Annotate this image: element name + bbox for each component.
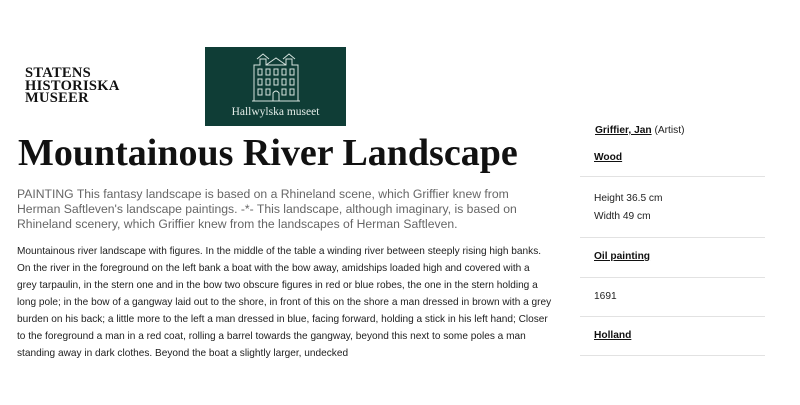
artwork-lead: PAINTING This fantasy landscape is based on a Rhineland scene, which Griffier knew from Herman Saftleven's landscape paintings. -*- This landscape, although imaginary, is based on Rhineland scenery, which Griffier knew from the landscapes of Herman Saftleven. — [17, 187, 517, 231]
year-row — [580, 277, 765, 317]
height-value: Height 36.5 cm — [594, 193, 663, 204]
artist-entry — [595, 125, 684, 136]
artist-link[interactable]: Griffier, Jan — [595, 125, 652, 136]
material-link[interactable]: Wood — [594, 152, 623, 163]
place-row — [580, 316, 765, 356]
statens-historiska-museer-logo[interactable] — [25, 67, 120, 105]
year-value: 1691 — [594, 291, 617, 302]
material-row — [580, 149, 765, 177]
page-title: Mountainous River Landscape — [18, 132, 518, 174]
width-value: Width 49 cm — [594, 211, 651, 222]
palace-building-icon — [250, 53, 302, 103]
artwork-description: Mountainous river landscape with figures. In the middle of the table a winding river between steeply rising high banks. On the river in the foreground on the left bank a boat with the bow away, amidships loaded high and covered with a grey tarpaulin, in the stern one and in the bow two obscure figures in red or blue robes, the one in the stern holding a long pole; in the bow of a gangway laid out to the shore, in front of this on the shore a man dressed in brown with a grey burden on his back; a little more to the left a man dressed in blue, facing forward, holding a stick in his left hand; Closer to the foreground a man in a red coat, rolling a barrel towards the gangway, beyond this next to some poles a man standing away in dark clothes. Beyond the boat a slightly larger, undecked — [17, 246, 552, 359]
hallwylska-wordmark: Hallwylska museet — [231, 106, 320, 118]
hallwylska-museet-logo[interactable] — [205, 47, 346, 126]
artist-role: (Artist) — [654, 125, 685, 136]
place-link[interactable]: Holland — [594, 330, 632, 341]
technique-link[interactable]: Oil painting — [594, 251, 651, 262]
logo-line-1: STATENS — [25, 65, 92, 81]
logo-line-3: MUSEER — [25, 90, 89, 106]
dimensions-row — [580, 176, 765, 238]
logo-line-2: HISTORISKA — [25, 77, 120, 94]
technique-row — [580, 237, 765, 278]
